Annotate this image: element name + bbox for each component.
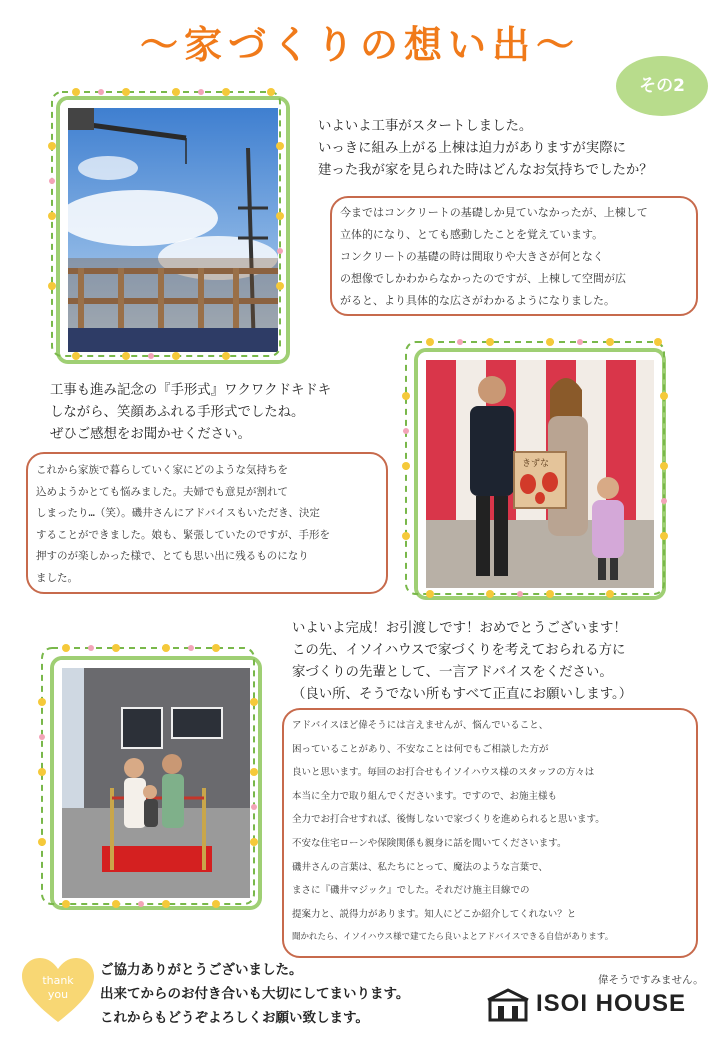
answer-box-1: 今まではコンクリートの基礎しか見ていなかったが、上棟して 立体的になり、とても感動したことを覚えています。 コンクリートの基礎の時は間取りや大きさが何となく の想像でしかわからなかったのですが、上棟して空間が広 がると、より具体的な広さがわかるようになりました。: [330, 196, 698, 316]
page-title: 〜家づくりの想い出〜: [139, 23, 580, 67]
answer-box-2: これから家族で暮らしていく家にどのような気持ちを 込めようかとても悩みました。夫婦でも意見が割れて しまったり…（笑）。磯井さんにアドバイスもいただき、決定 することができました。娘も、緊張していたのですが、手形を 押すのが楽しかった様で、とても思い出に残るものになり ました。: [26, 452, 388, 594]
question-3: いよいよ完成！お引渡しです！おめでとうございます！ この先、イソイハウスで家づくりを考えておられる方に 家づくりの先輩として、一言アドバイスをください。 （良い所、そうでない所もすべて正直にお願いします。）: [292, 621, 633, 702]
question-2: 工事も進み記念の『手形式』ワクワクドキドキ しながら、笑顔あふれる手形式でしたね。 ぜひご感想をお聞かせください。: [50, 383, 332, 442]
question-1: いよいよ工事がスタートしました。 いっきに組み上がる上棟は迫力がありますが実際に 建った我が家を見られた時はどんなお気持ちでしたか？: [318, 119, 653, 178]
heart-label-you: you: [47, 988, 69, 1001]
handprint-ceremony-photo: [418, 352, 662, 596]
answer-box-3: アドバイスほど偉そうには言えませんが、悩んでいること、 困っていることがあり、不安なことは何でもご相談した方が 良いと思います。毎回のお打合せもイソイハウス様のスタッフの方々は 本当に全力で取り組んでくださいます。ですので、お施主様も 全力でお打合せすれば、後悔しないで家づくりを進められると思います。 不安な住宅ローンや保険関係も親身に話を聞いてくださいます。 磯井さんの言葉は、私たちにとって、魔法のような言葉で、 まさに『磯井マジック』でした。それだけ施主目線での 提案力と、説得力があります。知人にどこか紹介してくれない？と 聞かれたら、イソイハウス様で建てたら良いよとアドバイスできる自信があります。: [282, 708, 698, 958]
company-logo-icon: [486, 988, 530, 1022]
heart-label-thank: thank: [42, 974, 74, 987]
company-name: ISOI HOUSE: [536, 990, 687, 1017]
family-illustration: [426, 360, 654, 588]
construction-photo: [60, 100, 286, 360]
heart-icon: [22, 958, 94, 1024]
construction-illustration: [68, 108, 278, 352]
side-note: 偉そうですみません。: [598, 974, 704, 986]
handprint-board-label: きずな: [522, 459, 550, 469]
handover-photo: [54, 660, 258, 906]
handover-illustration: [62, 668, 250, 898]
thanks-message: ご協力ありがとうございました。 出来てからのお付き合いも大切にしてまいります。 これからもどうぞよろしくお願い致します。: [100, 962, 410, 1026]
part-badge: その2: [616, 56, 708, 116]
